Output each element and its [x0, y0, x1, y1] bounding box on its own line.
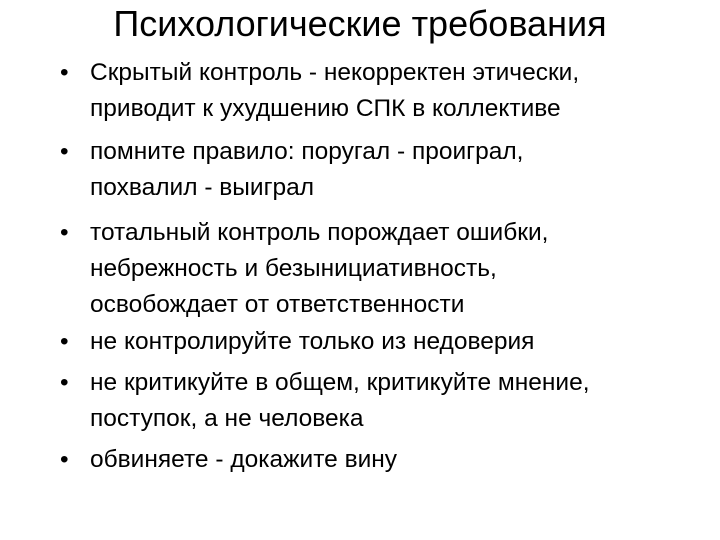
bullet-line: не критикуйте в общем, критикуйте мнение,: [90, 369, 590, 396]
bullet-dot-icon: •: [60, 328, 69, 355]
bullet-line: Скрытый контроль - некорректен этически,: [90, 59, 580, 86]
bullet-dot-icon: •: [60, 59, 69, 86]
bullet-item-remember-rule: [60, 134, 710, 206]
bullet-dot-icon: •: [60, 446, 69, 473]
bullet-line: поступок, а не человека: [90, 405, 364, 432]
bullet-line: тотальный контроль порождает ошибки,: [90, 219, 549, 246]
bullet-line: обвиняете - докажите вину: [90, 446, 398, 473]
slide-title: Психологические требования: [113, 3, 607, 44]
bullet-item-hidden-control: [60, 55, 710, 127]
bullet-dot-icon: •: [60, 138, 69, 165]
bullet-item-total-control: [60, 215, 710, 323]
bullet-list: [60, 55, 710, 485]
bullet-line: приводит к ухудшению СПК в коллективе: [90, 95, 561, 122]
bullet-line: освобождает от ответственности: [90, 291, 465, 318]
bullet-line: похвалил - выиграл: [90, 174, 315, 201]
bullet-line: не контролируйте только из недоверия: [90, 328, 535, 355]
bullet-line: помните правило: поругал - проиграл,: [90, 138, 524, 165]
bullet-item-prove-guilt: [60, 442, 710, 478]
bullet-item-criticism: [60, 365, 710, 437]
bullet-dot-icon: •: [60, 369, 69, 396]
bullet-dot-icon: •: [60, 219, 69, 246]
bullet-line: небрежность и безынициативность,: [90, 255, 497, 282]
bullet-item-distrust: [60, 324, 710, 360]
